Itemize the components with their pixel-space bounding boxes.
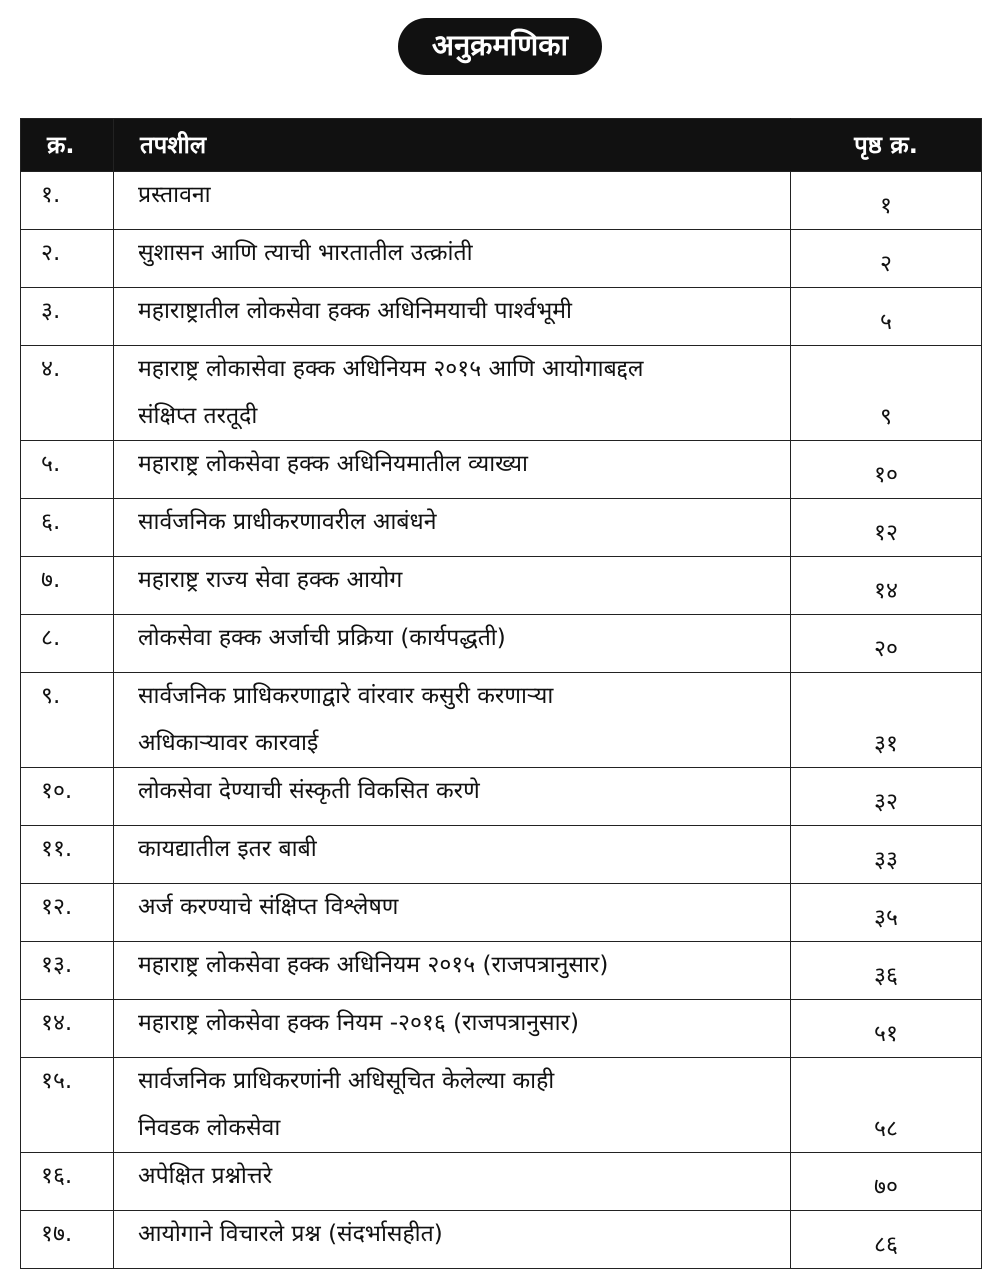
row-details: [114, 230, 791, 288]
row-detail-line: लोकसेवा देण्याची संस्कृती विकसित करणे: [138, 778, 480, 804]
row-serial-number: ७.: [21, 557, 114, 615]
table-row: [21, 942, 982, 1000]
table-row: [21, 673, 982, 768]
toc-header-row: [21, 119, 982, 172]
row-details: [114, 942, 791, 1000]
row-page-number: २०: [791, 615, 982, 673]
row-detail-line: सार्वजनिक प्राधीकरणावरील आबंधने: [138, 509, 437, 535]
row-detail-line: संक्षिप्त तरतूदी: [138, 403, 258, 429]
row-details: [114, 1058, 791, 1153]
table-row: [21, 826, 982, 884]
row-page-number: १४: [791, 557, 982, 615]
row-page-number: ५१: [791, 1000, 982, 1058]
row-detail-line: महाराष्ट्र लोकसेवा हक्क अधिनियमातील व्याख्या: [138, 451, 528, 477]
row-detail-line: निवडक लोकसेवा: [138, 1115, 281, 1141]
toc-table: [20, 118, 982, 1269]
row-page-number: ३२: [791, 768, 982, 826]
row-details: [114, 615, 791, 673]
row-serial-number: १.: [21, 172, 114, 230]
row-detail-line: अर्ज करण्याचे संक्षिप्त विश्लेषण: [138, 894, 399, 920]
table-row: [21, 884, 982, 942]
row-serial-number: ११.: [21, 826, 114, 884]
row-detail-line: सार्वजनिक प्राधिकरणाद्वारे वांरवार कसुरी करणाऱ्या: [138, 683, 554, 709]
row-serial-number: ९.: [21, 673, 114, 768]
toc-body: [21, 172, 982, 1269]
row-serial-number: ३.: [21, 288, 114, 346]
row-detail-line: प्रस्तावना: [138, 182, 211, 208]
row-page-number: १२: [791, 499, 982, 557]
row-serial-number: १२.: [21, 884, 114, 942]
row-serial-number: १४.: [21, 1000, 114, 1058]
row-page-number: ३६: [791, 942, 982, 1000]
row-serial-number: ८.: [21, 615, 114, 673]
row-serial-number: २.: [21, 230, 114, 288]
row-detail-line: सार्वजनिक प्राधिकरणांनी अधिसूचित केलेल्या काही: [138, 1068, 555, 1094]
page-title: अनुक्रमणिका: [398, 18, 602, 75]
table-row: [21, 172, 982, 230]
row-details: [114, 499, 791, 557]
row-page-number: ९: [791, 346, 982, 441]
row-page-number: १०: [791, 441, 982, 499]
row-detail-line: आयोगाने विचारले प्रश्न (संदर्भासहीत): [138, 1221, 443, 1247]
row-serial-number: ४.: [21, 346, 114, 441]
row-page-number: ३१: [791, 673, 982, 768]
table-row: [21, 557, 982, 615]
table-row: [21, 499, 982, 557]
row-page-number: ७०: [791, 1153, 982, 1211]
row-detail-line: महाराष्ट्र राज्य सेवा हक्क आयोग: [138, 567, 403, 593]
row-details: [114, 172, 791, 230]
header-details: तपशील: [114, 119, 791, 172]
row-details: [114, 673, 791, 768]
table-row: [21, 1153, 982, 1211]
row-page-number: ३५: [791, 884, 982, 942]
table-row: [21, 230, 982, 288]
row-detail-line: सुशासन आणि त्याची भारतातील उत्क्रांती: [138, 240, 473, 266]
row-detail-line: महाराष्ट्र लोकासेवा हक्क अधिनियम २०१५ आणि आयोगाबद्दल: [138, 356, 644, 382]
table-row: [21, 1000, 982, 1058]
row-details: [114, 1000, 791, 1058]
row-details: [114, 768, 791, 826]
row-details: [114, 826, 791, 884]
row-page-number: १: [791, 172, 982, 230]
row-serial-number: ५.: [21, 441, 114, 499]
row-serial-number: १३.: [21, 942, 114, 1000]
row-page-number: २: [791, 230, 982, 288]
row-details: [114, 441, 791, 499]
table-row: [21, 768, 982, 826]
table-row: [21, 288, 982, 346]
row-detail-line: अपेक्षित प्रश्नोत्तरे: [138, 1163, 273, 1189]
row-details: [114, 346, 791, 441]
row-details: [114, 884, 791, 942]
header-page-number: पृष्ठ क्र.: [791, 119, 982, 172]
toc-header: [21, 119, 982, 172]
row-details: [114, 288, 791, 346]
row-page-number: ३३: [791, 826, 982, 884]
row-serial-number: १७.: [21, 1211, 114, 1269]
row-detail-line: अधिकाऱ्यावर कारवाई: [138, 730, 319, 756]
header-serial-number: क्र.: [21, 119, 114, 172]
table-row: [21, 346, 982, 441]
row-serial-number: १६.: [21, 1153, 114, 1211]
row-details: [114, 557, 791, 615]
row-serial-number: ६.: [21, 499, 114, 557]
row-serial-number: १०.: [21, 768, 114, 826]
row-details: [114, 1211, 791, 1269]
row-page-number: ५८: [791, 1058, 982, 1153]
table-row: [21, 441, 982, 499]
row-details: [114, 1153, 791, 1211]
row-detail-line: महाराष्ट्र लोकसेवा हक्क नियम -२०१६ (राजपत्रानुसार): [138, 1010, 579, 1036]
row-serial-number: १५.: [21, 1058, 114, 1153]
row-detail-line: कायद्यातील इतर बाबी: [138, 836, 317, 862]
table-row: [21, 1211, 982, 1269]
row-detail-line: लोकसेवा हक्क अर्जाची प्रक्रिया (कार्यपद्धती): [138, 625, 506, 651]
title-container: [0, 18, 1000, 75]
row-detail-line: महाराष्ट्रातील लोकसेवा हक्क अधिनिमयाची पार्श्वभूमी: [138, 298, 572, 324]
row-detail-line: महाराष्ट्र लोकसेवा हक्क अधिनियम २०१५ (राजपत्रानुसार): [138, 952, 609, 978]
table-row: [21, 615, 982, 673]
row-page-number: ८६: [791, 1211, 982, 1269]
table-row: [21, 1058, 982, 1153]
row-page-number: ५: [791, 288, 982, 346]
